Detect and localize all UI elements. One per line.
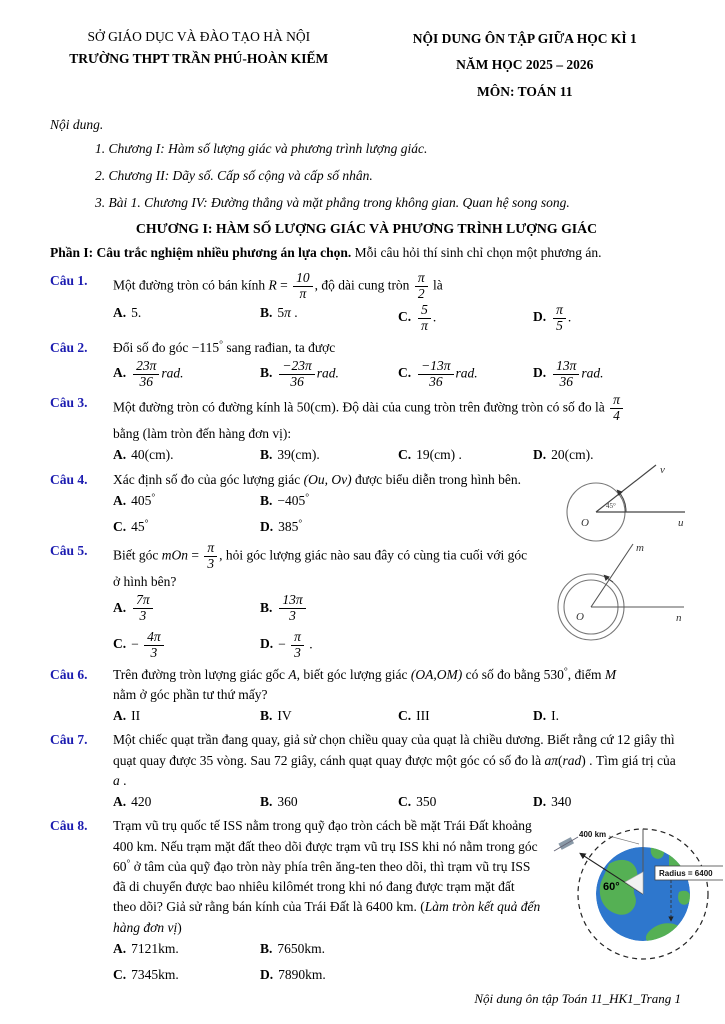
fraction-numerator: −23π <box>279 359 314 375</box>
math-var: mOn <box>161 547 188 563</box>
fraction <box>418 359 453 390</box>
intro-item: 3. Bài 1. Chương IV: Đường thẳng và mặt phẳng trong không gian. Quan hệ song song. <box>95 195 570 211</box>
label-altitude: 400 km <box>579 830 607 840</box>
option: B. 7650km. <box>260 940 326 956</box>
question-text-line: Trên đường tròn lượng giác gốc A, biết góc lượng giác (OA,OM) có số đo bằng 530°, điểm M <box>113 665 617 682</box>
option-letter: A. <box>113 940 127 956</box>
label-angle-60: 60° <box>603 881 620 894</box>
department-name: SỞ GIÁO DỤC VÀ ĐÀO TẠO HÀ NỘI <box>87 29 311 44</box>
question-text-line: Một đường tròn có đường kính là 50(cm). Độ dài của cung tròn trên đường tròn có số đo là $\frac{\pi}{4}$ <box>113 393 683 424</box>
label-ray-n: n <box>676 612 682 625</box>
fraction-denominator: 36 <box>559 373 573 389</box>
option: C. $\frac{5}{\pi}$ . <box>398 301 437 333</box>
label-origin: O <box>576 611 584 624</box>
math-var: Làm tròn kết quả đến hàng đơn vị <box>113 899 541 935</box>
option-letter: C. <box>398 309 412 325</box>
option <box>113 359 260 390</box>
intro-item: 1. Chương I: Hàm số lượng giác và phương trình lượng giác. <box>95 141 428 157</box>
question-label: Câu 1. <box>50 273 88 289</box>
options-grid <box>113 491 543 538</box>
label-angle-45: 45° <box>606 501 616 510</box>
math-var: rad. <box>316 365 339 381</box>
degree-sign: ° <box>151 492 156 504</box>
degree-sign: ° <box>144 518 149 530</box>
question-body <box>113 816 713 985</box>
option-letter: C. <box>398 794 412 810</box>
option-letter: D. <box>260 636 274 652</box>
option: D. I. <box>533 708 559 724</box>
math-var: R <box>268 277 277 293</box>
fraction <box>553 359 579 390</box>
fraction-numerator: 23π <box>133 359 159 375</box>
question-body <box>113 271 683 333</box>
subject-title: MÔN: TOÁN 11 <box>476 83 573 99</box>
fraction-denominator: 3 <box>139 608 147 624</box>
math-var: (Ou, Ov) <box>303 471 352 487</box>
option: C. 19(cm) . <box>398 447 462 463</box>
figure-angle-uv <box>554 462 689 554</box>
label-origin: O <box>581 516 589 529</box>
fraction-denominator: 3 <box>150 644 158 660</box>
question-text-line: Trạm vũ trụ quốc tế ISS nằm trong quỹ đạo tròn cách bề mặt Trái Đất khoảng 400 km. Nếu trạm mặt đất theo dõi được trạm vũ trụ ISS khi nó nằm trong góc 60° ở tâm của quỹ đạo tròn này phía trên ăng-ten theo dõi, thì trạm vũ trụ ISS đã di chuyển được bao nhiêu kilômét trong khi nó đang được trạm mặt đất theo dõi? Giả sử rằng bán kính của Trái Đất là 6400 km. (Làm tròn kết quả đến hàng đơn vị) <box>113 818 541 935</box>
option: D. 340 <box>533 794 572 810</box>
question-label: Câu 6. <box>50 666 88 682</box>
option-letter: D. <box>533 447 547 463</box>
option: D. 7890km. <box>260 967 326 983</box>
options-grid <box>113 792 683 812</box>
figure-angle-mn <box>541 541 689 661</box>
fraction-denominator: 4 <box>613 408 620 424</box>
fraction <box>279 359 314 390</box>
option-letter: B. <box>260 492 273 508</box>
fraction-denominator: 2 <box>417 285 425 301</box>
math-var: rad. <box>581 365 604 381</box>
fraction-numerator: 7π <box>133 593 153 609</box>
fraction <box>418 303 431 334</box>
label-radius: Radius = 6400 <box>659 869 713 879</box>
document-title: NỘI DUNG ÔN TẬP GIỮA HỌC KÌ 1 <box>412 31 637 46</box>
chapter-heading: CHƯƠNG I: HÀM SỐ LƯỢNG GIÁC VÀ PHƯƠNG TRÌNH LƯỢNG GIÁC <box>135 221 598 237</box>
fraction <box>291 630 304 661</box>
option: D. $\frac{\pi}{5}$ . <box>533 301 572 333</box>
option: B. IV <box>260 708 292 724</box>
question <box>50 541 683 660</box>
question-label: Câu 8. <box>50 818 88 834</box>
option: C. 45° <box>113 518 149 535</box>
fraction <box>204 541 217 572</box>
options-grid <box>113 593 543 660</box>
option: B. 360 <box>260 794 298 810</box>
question <box>50 271 683 333</box>
question-label: Câu 2. <box>50 339 88 355</box>
question-text-line: Một chiếc quạt trần đang quay, giả sử chọn chiều quay của quạt là chiều dương. Biết rằng cứ 12 giây thì quạt quay được 35 vòng. Sau 72 giây, cánh quạt quay được một góc có số đo là aπ(rad) . Tìm giá trị của a . <box>113 732 676 788</box>
question-label: Câu 7. <box>50 732 88 748</box>
question-text-line: Một đường tròn có bán kính R = $\frac{10}{\pi}$ , độ dài cung tròn $\frac{\pi}{2}$ là <box>113 270 443 301</box>
option <box>533 359 683 390</box>
math-var: π <box>284 304 291 320</box>
fraction-numerator: π <box>204 541 217 557</box>
question-text-line: Xác định số đo của góc lượng giác (Ou, Ov) được biểu diễn trong hình bên. <box>113 471 521 487</box>
question <box>50 393 683 465</box>
question-body <box>113 338 683 390</box>
options-grid <box>113 359 683 390</box>
math-var: a <box>113 772 120 788</box>
fraction-denominator: 3 <box>207 556 215 572</box>
option-letter: B. <box>260 304 273 320</box>
question-label: Câu 5. <box>50 543 88 559</box>
option: B. 39(cm). <box>260 447 320 463</box>
option: D. 385° <box>260 518 303 535</box>
question-label: Câu 4. <box>50 471 88 487</box>
option-letter: B. <box>260 599 273 615</box>
fraction-numerator: −13π <box>418 359 453 375</box>
option-letter: A. <box>113 599 127 615</box>
fraction-denominator: π <box>299 285 307 301</box>
option-letter: B. <box>260 940 273 956</box>
math-var: aπ <box>544 752 558 768</box>
option-letter: A. <box>113 447 127 463</box>
intro-list <box>50 135 683 216</box>
question <box>50 730 683 812</box>
fraction-numerator: 5 <box>418 303 431 319</box>
option: B. −405° <box>260 492 310 508</box>
fraction-numerator: 4π <box>144 630 164 646</box>
fraction-denominator: 3 <box>289 608 296 624</box>
altitude-leader <box>609 836 639 844</box>
question-text-line: Đổi số đo góc −115° sang rađian, ta được <box>113 338 336 355</box>
option: C. III <box>398 708 430 724</box>
rotation-arrow <box>605 576 613 582</box>
option-letter: A. <box>113 365 127 381</box>
option-letter: C. <box>113 636 127 652</box>
part-heading-bold: Phần I: Câu trắc nghiệm nhiều phương án lựa chọn. <box>50 244 352 260</box>
fraction-numerator: 13π <box>553 359 579 375</box>
option-letter: D. <box>533 794 547 810</box>
option-letter: D. <box>533 309 547 325</box>
school-year: NĂM HỌC 2025 – 2026 <box>456 57 594 73</box>
intro-item: 2. Chương II: Dãy số. Cấp số cộng và cấp số nhân. <box>95 168 373 184</box>
math-var: M <box>604 666 617 682</box>
fraction <box>415 271 428 302</box>
degree-sign: ° <box>305 492 310 504</box>
header-left <box>50 26 348 105</box>
option: D. 20(cm). <box>533 447 594 463</box>
school-name: TRƯỜNG THPT TRẦN PHÚ-HOÀN KIẾM <box>69 51 329 67</box>
question-body <box>113 730 683 812</box>
fraction-denominator: π <box>421 317 428 333</box>
math-var: A <box>288 666 297 682</box>
degree-sign: ° <box>298 518 303 530</box>
question <box>50 338 683 390</box>
question-text-line: nằm ở góc phần tư thứ mấy? <box>113 686 268 702</box>
option <box>398 359 533 390</box>
fraction-numerator: 10 <box>293 271 313 287</box>
option-letter: B. <box>260 794 273 810</box>
page-footer: Nội dung ôn tập Toán 11_HK1_Trang 1 <box>474 990 681 1006</box>
label-ray-m: m <box>636 542 644 555</box>
option-letter: D. <box>260 967 274 983</box>
option: A. II <box>113 708 141 724</box>
question <box>50 463 684 538</box>
option: C. 7345km. <box>113 967 179 983</box>
fraction-denominator: 36 <box>139 373 153 389</box>
math-var: rad. <box>455 365 478 381</box>
part-heading <box>50 243 683 263</box>
ray-m <box>591 544 633 607</box>
option-letter: D. <box>533 365 547 381</box>
option: B. 5π . <box>260 304 298 320</box>
ray-v <box>596 465 656 512</box>
math-var: rad <box>562 752 582 768</box>
option <box>113 593 260 624</box>
question <box>50 665 683 727</box>
option <box>260 593 543 624</box>
option-letter: D. <box>533 708 547 724</box>
document-header <box>50 26 683 105</box>
options-grid <box>113 939 541 986</box>
question-text-line: Biết góc mOn = $\frac{\pi}{3}$ , hỏi góc lượng giác nào sau đây có cùng tia cuối với góc <box>113 540 528 572</box>
math-var: (OA,OM) <box>410 666 463 682</box>
satellite-icon <box>554 837 578 851</box>
fraction <box>279 593 305 624</box>
option-letter: B. <box>260 708 273 724</box>
option: A. 40(cm). <box>113 447 174 463</box>
figure-earth-orbit <box>551 812 723 964</box>
option-letter: A. <box>113 794 127 810</box>
header-right <box>367 26 684 105</box>
fraction-numerator: π <box>553 303 566 319</box>
question-text-line: ở hình bên? <box>113 574 177 590</box>
fraction <box>553 303 566 334</box>
fraction <box>133 359 159 390</box>
questions-list <box>50 270 713 985</box>
fraction <box>144 630 164 661</box>
option: D. − $\frac{\pi}{3}$ . <box>260 629 313 660</box>
option-letter: C. <box>113 519 127 535</box>
option <box>260 359 398 390</box>
question <box>50 816 713 985</box>
fraction <box>610 393 623 424</box>
options-grid <box>113 303 683 334</box>
question-text-line: bằng (làm tròn đến hàng đơn vị): <box>113 426 292 442</box>
option-letter: B. <box>260 447 273 463</box>
fraction-numerator: π <box>415 271 428 287</box>
fraction-denominator: 36 <box>290 373 304 389</box>
option-letter: C. <box>113 967 127 983</box>
fraction <box>133 593 153 624</box>
option-letter: C. <box>398 365 412 381</box>
option: A. 420 <box>113 794 152 810</box>
options-grid <box>113 706 683 726</box>
part-heading-rest: Mỗi câu hỏi thí sinh chỉ chọn một phương án. <box>351 244 602 260</box>
question-body <box>113 393 683 465</box>
fraction-numerator: π <box>291 630 304 646</box>
intro-section <box>50 115 683 216</box>
fraction-denominator: 36 <box>429 373 443 389</box>
option: C. − $\frac{4\pi}{3}$ <box>113 630 260 661</box>
degree-sign: ° <box>563 665 568 677</box>
fraction-denominator: 3 <box>294 644 301 660</box>
fraction-numerator: 13π <box>279 593 305 609</box>
intro-label: Nội dung. <box>50 116 104 132</box>
option-letter: C. <box>398 708 412 724</box>
fraction-denominator: 5 <box>556 317 563 333</box>
math-var: rad. <box>161 365 184 381</box>
option: A. 405° <box>113 492 156 508</box>
label-ray-u: u <box>678 516 684 529</box>
question-label: Câu 3. <box>50 395 88 411</box>
option-letter: C. <box>398 447 412 463</box>
question-body <box>113 665 683 727</box>
fraction-numerator: π <box>610 393 623 409</box>
option-letter: D. <box>260 519 274 535</box>
fraction <box>293 271 313 302</box>
option-letter: A. <box>113 492 127 508</box>
option: A. 5. <box>113 304 142 320</box>
option: A. 7121km. <box>113 940 179 956</box>
label-ray-v: v <box>660 463 665 476</box>
degree-sign: ° <box>126 858 131 870</box>
option-letter: B. <box>260 365 273 381</box>
degree-sign: ° <box>219 338 223 350</box>
option-letter: A. <box>113 304 127 320</box>
option: C. 350 <box>398 794 437 810</box>
option-letter: A. <box>113 708 127 724</box>
